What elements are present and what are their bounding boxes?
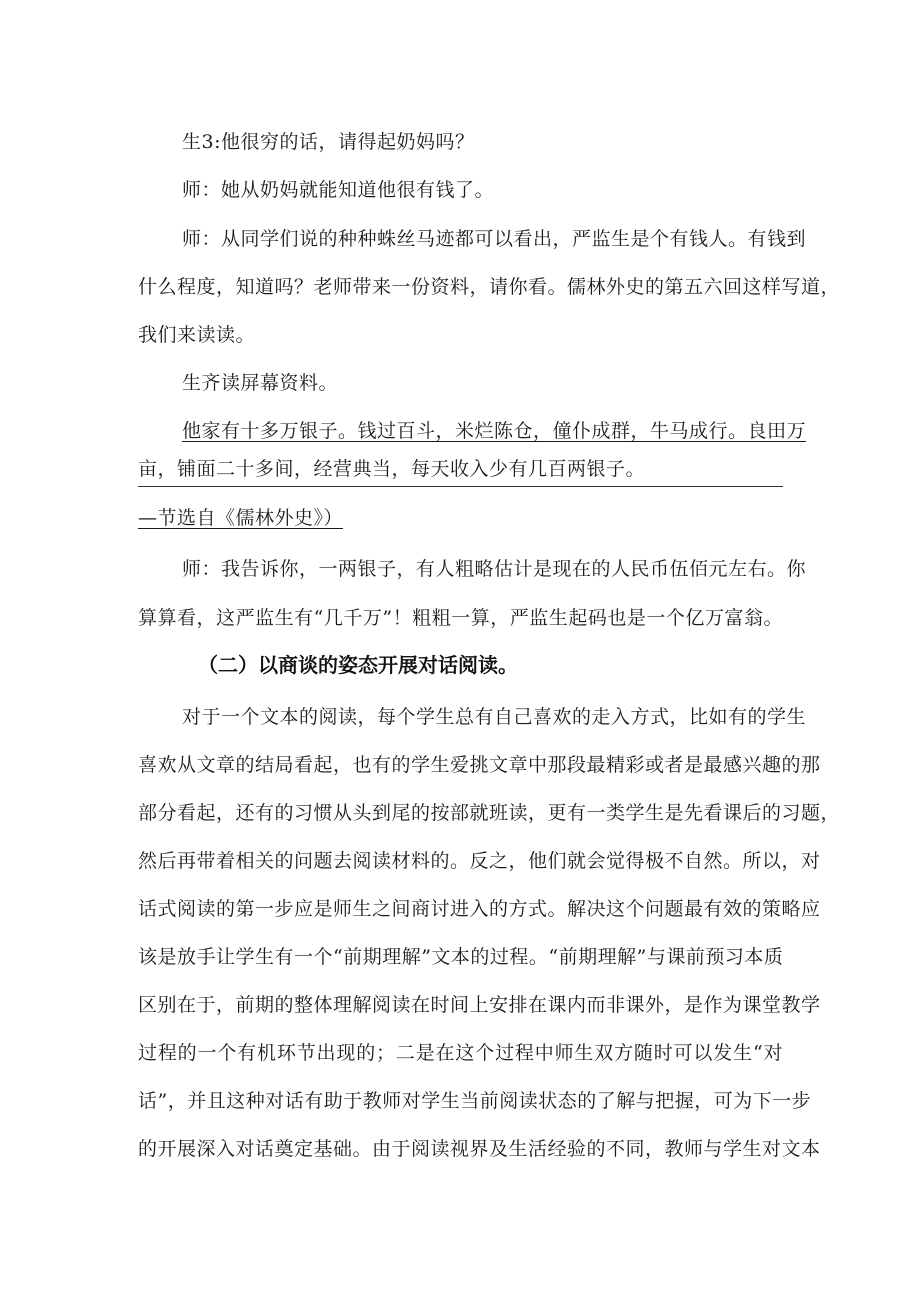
teacher-3-line-2: 算算看，这严监生有“几千万”！粗粗一算，严监生起码也是一个亿万富翁。 — [138, 607, 783, 629]
body-line: 过程的一个有机环节出现的；二是在这个过程中师生双方随时可以发生“对 — [138, 1042, 783, 1064]
quote-divider — [138, 486, 783, 487]
section-heading: （二）以商谈的姿态开展对话阅读。 — [198, 653, 518, 677]
body-line: 话”，并且这种对话有助于教师对学生当前阅读状态的了解与把握，可为下一步 — [138, 1090, 812, 1112]
dialogue-teacher-2-line-2: 什么程度，知道吗？老师带来一份资料，请你看。儒林外史的第五六回这样写道， — [138, 276, 841, 298]
body-line: 部分看起，还有的习惯从头到尾的按部就班读，更有一类学生是先看课后的习题， — [138, 802, 841, 824]
body-line: 话式阅读的第一步应是师生之间商讨进入的方式。解决这个问题最有效的策略应 — [138, 898, 821, 920]
body-line: 然后再带着相关的问题去阅读材料的。反之，他们就会觉得极不自然。所以，对 — [138, 850, 821, 872]
quote-source — [138, 504, 343, 532]
body-line: 的开展深入对话奠定基础。由于阅读视界及生活经验的不同，教师与学生对文本 — [138, 1138, 821, 1160]
dialogue-teacher-2-line-1: 师：从同学们说的种种蛛丝马迹都可以看出，严监生是个有钱人。有钱到 — [182, 228, 807, 250]
reading-instruction: 生齐读屏幕资料。 — [182, 372, 339, 394]
quote-line-1-text: 他家有十多万银子。钱过百斗，米烂陈仓，僮仆成群，牛马成行。良田万 — [182, 420, 807, 442]
dialogue-student3: 生3:他很穷的话，请得起奶妈吗？ — [182, 131, 475, 153]
teacher-3-line-1: 师：我告诉你，一两银子，有人粗略估计是现在的人民币伍佰元左右。你 — [182, 558, 807, 580]
dialogue-teacher-2-line-3: 我们来读读。 — [138, 324, 256, 346]
quote-line-1 — [182, 417, 807, 445]
body-line: 对于一个文本的阅读，每个学生总有自己喜欢的走入方式，比如有的学生 — [182, 706, 807, 728]
body-line: 区别在于，前期的整体理解阅读在时间上安排在课内而非课外，是作为课堂教学 — [138, 994, 821, 1016]
quote-line-2: 亩，铺面二十多间，经营典当，每天收入少有几百两银子。 — [138, 458, 646, 480]
body-line: 喜欢从文章的结局看起，也有的学生爱挑文章中那段最精彩或者是最感兴趣的那 — [138, 754, 821, 776]
quote-source-text: —节选自《儒林外史》） — [138, 507, 344, 529]
dialogue-teacher-1: 师：她从奶妈就能知道他很有钱了。 — [182, 179, 495, 201]
body-line: 该是放手让学生有一个“前期理解”文本的过程。“前期理解”与课前预习本质 — [138, 946, 784, 968]
